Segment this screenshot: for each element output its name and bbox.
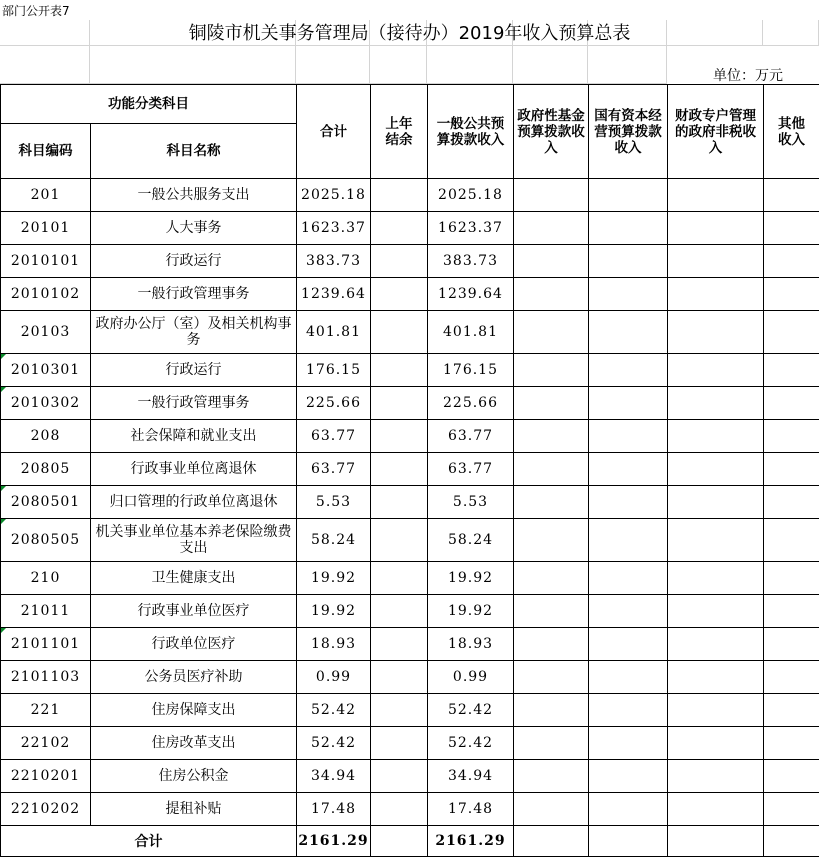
grid-cell	[588, 46, 667, 84]
row-carryover	[371, 486, 428, 519]
row-carryover	[371, 519, 428, 562]
row-name: 住房公积金	[91, 760, 297, 793]
row-other	[764, 179, 819, 212]
row-total: 52.42	[297, 727, 371, 760]
row-special	[668, 595, 764, 628]
row-code: 201	[1, 179, 91, 212]
row-code: 2010101	[1, 245, 91, 278]
row-state-capital	[589, 486, 668, 519]
row-fund	[514, 793, 589, 826]
row-general: 58.24	[428, 519, 514, 562]
grid-cell	[370, 46, 427, 84]
row-name: 卫生健康支出	[91, 562, 297, 595]
row-other	[764, 420, 819, 453]
row-other	[764, 519, 819, 562]
row-fund	[514, 212, 589, 245]
row-total: 18.93	[297, 628, 371, 661]
row-total: 34.94	[297, 760, 371, 793]
row-total: 401.81	[297, 311, 371, 354]
row-total: 63.77	[297, 453, 371, 486]
row-general: 19.92	[428, 595, 514, 628]
row-name: 行政单位医疗	[91, 628, 297, 661]
row-carryover	[371, 354, 428, 387]
row-total: 1623.37	[297, 212, 371, 245]
row-carryover	[371, 727, 428, 760]
row-general: 5.53	[428, 486, 514, 519]
table-row	[1, 595, 819, 628]
row-other	[764, 387, 819, 420]
row-fund	[514, 311, 589, 354]
row-name: 行政事业单位医疗	[91, 595, 297, 628]
table-row	[1, 420, 819, 453]
row-fund	[514, 278, 589, 311]
grid-cell	[296, 46, 370, 84]
total-row	[1, 826, 819, 857]
row-state-capital	[589, 453, 668, 486]
table-row	[1, 694, 819, 727]
row-other	[764, 694, 819, 727]
comment-marker-icon	[1, 628, 6, 633]
row-other	[764, 661, 819, 694]
comment-marker-icon	[1, 387, 6, 392]
row-carryover	[371, 793, 428, 826]
total-other	[764, 826, 819, 857]
row-state-capital	[589, 212, 668, 245]
row-code: 2080501	[1, 486, 91, 519]
row-carryover	[371, 311, 428, 354]
row-special	[668, 311, 764, 354]
row-name: 行政运行	[91, 354, 297, 387]
table-row	[1, 387, 819, 420]
table-row	[1, 661, 819, 694]
row-name: 行政事业单位离退休	[91, 453, 297, 486]
row-code: 208	[1, 420, 91, 453]
row-general: 1623.37	[428, 212, 514, 245]
header-fund-budget: 政府性基金预算拨款收入	[514, 85, 589, 179]
row-general: 63.77	[428, 420, 514, 453]
row-special	[668, 661, 764, 694]
header-name: 科目名称	[91, 124, 297, 179]
row-fund	[514, 519, 589, 562]
row-name: 一般行政管理事务	[91, 387, 297, 420]
row-fund	[514, 595, 589, 628]
total-label: 合计	[1, 826, 297, 857]
header-special-account: 财政专户管理的政府非税收入	[668, 85, 764, 179]
row-state-capital	[589, 562, 668, 595]
table-row	[1, 311, 819, 354]
row-name: 机关事业单位基本养老保险缴费支出	[91, 519, 297, 562]
header-code: 科目编码	[1, 124, 91, 179]
row-general: 1239.64	[428, 278, 514, 311]
row-fund	[514, 562, 589, 595]
row-state-capital	[589, 727, 668, 760]
row-carryover	[371, 387, 428, 420]
total-carryover	[371, 826, 428, 857]
row-code: 221	[1, 694, 91, 727]
row-code: 2010301	[1, 354, 91, 387]
row-carryover	[371, 453, 428, 486]
table-row	[1, 760, 819, 793]
row-name: 住房保障支出	[91, 694, 297, 727]
row-special	[668, 628, 764, 661]
row-state-capital	[589, 793, 668, 826]
row-other	[764, 562, 819, 595]
table-row	[1, 562, 819, 595]
row-general: 17.48	[428, 793, 514, 826]
row-state-capital	[589, 694, 668, 727]
row-other	[764, 453, 819, 486]
header-other: 其他收入	[764, 85, 819, 179]
row-general: 18.93	[428, 628, 514, 661]
grid-cell	[427, 46, 513, 84]
row-general: 383.73	[428, 245, 514, 278]
row-code: 2010102	[1, 278, 91, 311]
row-total: 2025.18	[297, 179, 371, 212]
grid-cell	[90, 46, 296, 84]
row-state-capital	[589, 760, 668, 793]
row-name: 归口管理的行政单位离退休	[91, 486, 297, 519]
row-total: 19.92	[297, 562, 371, 595]
row-code: 2101103	[1, 661, 91, 694]
row-carryover	[371, 420, 428, 453]
row-name: 社会保障和就业支出	[91, 420, 297, 453]
row-total: 58.24	[297, 519, 371, 562]
row-special	[668, 245, 764, 278]
row-special	[668, 727, 764, 760]
row-carryover	[371, 278, 428, 311]
row-other	[764, 793, 819, 826]
header-category: 功能分类科目	[1, 85, 297, 124]
row-special	[668, 387, 764, 420]
row-other	[764, 595, 819, 628]
row-carryover	[371, 245, 428, 278]
row-state-capital	[589, 387, 668, 420]
row-other	[764, 354, 819, 387]
unit-label: 单位：万元	[713, 68, 783, 84]
row-fund	[514, 727, 589, 760]
row-special	[668, 793, 764, 826]
comment-marker-icon	[1, 486, 6, 491]
grid-cell	[513, 46, 588, 84]
row-total: 5.53	[297, 486, 371, 519]
row-total: 383.73	[297, 245, 371, 278]
row-code: 2210201	[1, 760, 91, 793]
table-row	[1, 354, 819, 387]
row-special	[668, 760, 764, 793]
row-general: 52.42	[428, 694, 514, 727]
row-special	[668, 562, 764, 595]
row-fund	[514, 420, 589, 453]
row-total: 52.42	[297, 694, 371, 727]
table-row	[1, 727, 819, 760]
row-fund	[514, 354, 589, 387]
row-fund	[514, 245, 589, 278]
row-state-capital	[589, 245, 668, 278]
row-state-capital	[589, 354, 668, 387]
row-code: 22102	[1, 727, 91, 760]
row-special	[668, 179, 764, 212]
row-total: 176.15	[297, 354, 371, 387]
row-code: 20103	[1, 311, 91, 354]
table-row	[1, 278, 819, 311]
row-carryover	[371, 179, 428, 212]
table-row	[1, 179, 819, 212]
table-row	[1, 486, 819, 519]
row-fund	[514, 661, 589, 694]
row-carryover	[371, 562, 428, 595]
row-code: 21011	[1, 595, 91, 628]
row-other	[764, 278, 819, 311]
total-total: 2161.29	[297, 826, 371, 857]
row-carryover	[371, 694, 428, 727]
header-state-capital: 国有资本经营预算拨款收入	[589, 85, 668, 179]
row-total: 225.66	[297, 387, 371, 420]
row-general: 2025.18	[428, 179, 514, 212]
budget-table	[0, 84, 819, 857]
row-name: 行政运行	[91, 245, 297, 278]
row-carryover	[371, 760, 428, 793]
row-carryover	[371, 628, 428, 661]
row-state-capital	[589, 311, 668, 354]
grid-cell	[0, 46, 90, 84]
row-code: 20805	[1, 453, 91, 486]
row-total: 63.77	[297, 420, 371, 453]
row-carryover	[371, 661, 428, 694]
row-general: 176.15	[428, 354, 514, 387]
row-fund	[514, 628, 589, 661]
table-row	[1, 453, 819, 486]
row-carryover	[371, 212, 428, 245]
row-general: 34.94	[428, 760, 514, 793]
total-special	[668, 826, 764, 857]
total-fund	[514, 826, 589, 857]
row-other	[764, 760, 819, 793]
row-total: 0.99	[297, 661, 371, 694]
table-row	[1, 519, 819, 562]
row-special	[668, 212, 764, 245]
row-total: 19.92	[297, 595, 371, 628]
row-other	[764, 727, 819, 760]
row-name: 提租补贴	[91, 793, 297, 826]
row-name: 一般公共服务支出	[91, 179, 297, 212]
row-other	[764, 212, 819, 245]
row-other	[764, 311, 819, 354]
row-general: 401.81	[428, 311, 514, 354]
row-special	[668, 519, 764, 562]
row-general: 52.42	[428, 727, 514, 760]
row-special	[668, 354, 764, 387]
row-special	[668, 486, 764, 519]
table-row	[1, 793, 819, 826]
total-state-capital	[589, 826, 668, 857]
row-special	[668, 694, 764, 727]
page-title: 铜陵市机关事务管理局（接待办）2019年收入预算总表	[188, 23, 631, 44]
row-state-capital	[589, 628, 668, 661]
row-other	[764, 245, 819, 278]
table-row	[1, 212, 819, 245]
row-name: 一般行政管理事务	[91, 278, 297, 311]
total-general: 2161.29	[428, 826, 514, 857]
header-total: 合计	[297, 85, 371, 179]
row-code: 2080505	[1, 519, 91, 562]
row-code: 20101	[1, 212, 91, 245]
sheet-label: 部门公开表7	[2, 4, 70, 18]
row-fund	[514, 453, 589, 486]
row-total: 17.48	[297, 793, 371, 826]
row-state-capital	[589, 661, 668, 694]
row-code: 210	[1, 562, 91, 595]
row-state-capital	[589, 595, 668, 628]
row-general: 19.92	[428, 562, 514, 595]
row-total: 1239.64	[297, 278, 371, 311]
row-carryover	[371, 595, 428, 628]
row-special	[668, 453, 764, 486]
row-state-capital	[589, 179, 668, 212]
row-code: 2101101	[1, 628, 91, 661]
row-name: 政府办公厅（室）及相关机构事务	[91, 311, 297, 354]
row-general: 225.66	[428, 387, 514, 420]
sheet-label-row	[0, 0, 819, 20]
row-fund	[514, 179, 589, 212]
row-name: 公务员医疗补助	[91, 661, 297, 694]
row-name: 人大事务	[91, 212, 297, 245]
comment-marker-icon	[1, 519, 6, 524]
header-general-budget: 一般公共预算拨款收入	[428, 85, 514, 179]
row-state-capital	[589, 420, 668, 453]
row-general: 0.99	[428, 661, 514, 694]
row-state-capital	[589, 278, 668, 311]
row-special	[668, 278, 764, 311]
row-code: 2210202	[1, 793, 91, 826]
row-state-capital	[589, 519, 668, 562]
row-code: 2010302	[1, 387, 91, 420]
row-general: 63.77	[428, 453, 514, 486]
header-carryover: 上年结余	[371, 85, 428, 179]
row-special	[668, 420, 764, 453]
row-other	[764, 486, 819, 519]
row-other	[764, 628, 819, 661]
row-fund	[514, 486, 589, 519]
row-fund	[514, 760, 589, 793]
row-fund	[514, 694, 589, 727]
table-row	[1, 628, 819, 661]
table-row	[1, 245, 819, 278]
row-name: 住房改革支出	[91, 727, 297, 760]
row-fund	[514, 387, 589, 420]
comment-marker-icon	[1, 354, 6, 359]
